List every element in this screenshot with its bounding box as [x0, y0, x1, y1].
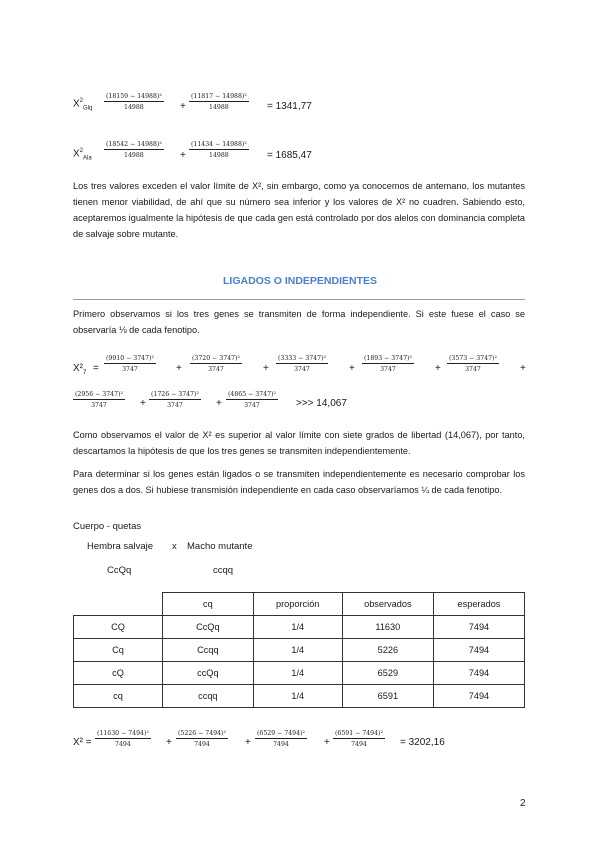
- plus-sign: +: [216, 398, 222, 409]
- table-cell: 11630: [342, 616, 433, 639]
- equation-ala-fraction-1: (18542 − 14988)² 14988: [106, 141, 162, 159]
- table-cell: 7494: [433, 639, 524, 662]
- table-cell: 7494: [433, 616, 524, 639]
- plus-sign: +: [180, 101, 186, 112]
- equation-glq-result: = 1341,77: [267, 101, 312, 112]
- table-cell: CQ: [74, 616, 163, 639]
- table-cell: 7494: [433, 685, 524, 708]
- plus-sign: +: [263, 363, 269, 374]
- table-cell: cQ: [74, 662, 163, 685]
- equation-ala-fraction-2: (11434 − 14988)² 14988: [191, 141, 247, 159]
- equation-big-fraction: (2956 − 3747)² 3747: [75, 391, 123, 409]
- equation-table-result: = 3202,16: [400, 737, 445, 748]
- plus-sign: +: [176, 363, 182, 374]
- equation-ala-label: $X^2_{Ala}$: [73, 148, 92, 162]
- table-header-cell: observados: [342, 593, 433, 616]
- table-cell: 5226: [342, 639, 433, 662]
- equation-table-fraction: (11630 − 7494)² 7494: [97, 730, 149, 748]
- paragraph-reject-independence: Como observamos el valor de X² es superior al valor límite con siete grados de libertad (14,067), por tanto, descartamos la hipótesis de que los tres genes se transmiten independientemente.: [73, 430, 525, 456]
- equation-glq-fraction-1: (18159 − 14988)² 14988: [106, 93, 162, 111]
- equation-table-label: X² =: [73, 737, 92, 748]
- plus-sign: +: [349, 363, 355, 374]
- cross-male: Macho mutante: [187, 541, 253, 552]
- equals-sign: =: [93, 363, 99, 374]
- cross-female: Hembra salvaje: [87, 541, 153, 552]
- table-cell: 1/4: [253, 639, 342, 662]
- plus-sign: +: [324, 737, 330, 748]
- plus-sign: +: [245, 737, 251, 748]
- plus-sign: +: [166, 737, 172, 748]
- paragraph-independence-intro: Primero observamos si los tres genes se transmiten de forma independiente. Si este fuese el caso se observaría ⅛ de cada fenotipo.: [73, 309, 525, 335]
- equation-big-result: >>> 14,067: [296, 398, 347, 409]
- equation-big-fraction: (1893 − 3747)² 3747: [364, 355, 412, 373]
- genotype-male: ccqq: [213, 565, 234, 576]
- table-row: [74, 662, 525, 685]
- equation-big-fraction: (9910 − 3747)² 3747: [106, 355, 154, 373]
- paragraph-two-by-two: Para determinar si los genes están ligados o se transmiten independientemente es necesario comprobar los genes dos a dos. Si hubiese transmisión independiente en cada caso observaríamos ¼ de cada fenotipo.: [73, 469, 525, 495]
- table-cell: ccqq: [163, 685, 254, 708]
- equation-big-fraction: (1726 − 3747)² 3747: [151, 391, 199, 409]
- table-cell: 1/4: [253, 685, 342, 708]
- cross-title: Cuerpo - quetas: [73, 521, 142, 532]
- table-cell: CcQq: [163, 616, 254, 639]
- phenotype-table: [73, 592, 525, 708]
- equation-big-label: $X^2_7$: [73, 363, 87, 376]
- table-header-cell: proporción: [253, 593, 342, 616]
- table-cell: 1/4: [253, 616, 342, 639]
- table-header-cell: cq: [163, 593, 254, 616]
- table-cell: 1/4: [253, 662, 342, 685]
- table-header-row: [74, 593, 525, 616]
- equation-glq-label: $X^2_{Glq}$: [73, 98, 93, 112]
- table-cell: Ccqq: [163, 639, 254, 662]
- cross-symbol: x: [172, 541, 177, 552]
- plus-sign: +: [140, 398, 146, 409]
- equation-table-fraction: (6529 − 7494)² 7494: [257, 730, 305, 748]
- table-cell: ccQq: [163, 662, 254, 685]
- equation-ala-result: = 1685,47: [267, 150, 312, 161]
- equation-big-fraction: (3720 − 3747)² 3747: [192, 355, 240, 373]
- table-cell: Cq: [74, 639, 163, 662]
- table-row: [74, 616, 525, 639]
- equation-table-fraction: (5226 − 7494)² 7494: [178, 730, 226, 748]
- section-heading: LIGADOS O INDEPENDIENTES: [222, 275, 378, 287]
- page-number: 2: [520, 798, 526, 809]
- plus-sign: +: [520, 363, 526, 374]
- section-divider: [73, 299, 525, 300]
- table-cell: 6529: [342, 662, 433, 685]
- equation-big-fraction: (3333 − 3747)² 3747: [278, 355, 326, 373]
- table-row: [74, 685, 525, 708]
- table-header-cell: [74, 593, 163, 616]
- table-header-cell: esperados: [433, 593, 524, 616]
- equation-table-fraction: (6591 − 7494)² 7494: [335, 730, 383, 748]
- table-row: [74, 639, 525, 662]
- table-cell: 7494: [433, 662, 524, 685]
- plus-sign: +: [180, 150, 186, 161]
- genotype-female: CcQq: [107, 565, 132, 576]
- table-cell: 6591: [342, 685, 433, 708]
- equation-big-fraction: (4865 − 3747)² 3747: [228, 391, 276, 409]
- equation-big-fraction: (3573 − 3747)² 3747: [449, 355, 497, 373]
- equation-glq-fraction-2: (11817 − 14988)² 14988: [191, 93, 247, 111]
- table-cell: cq: [74, 685, 163, 708]
- paragraph-conclusion-viability: Los tres valores exceden el valor límite de X², sin embargo, como ya conocemos de antemano, los mutantes tienen menor viabilidad, de ahí que su número sea inferior y los valores de X² no cuadren. Sabiendo esto, aceptaremos igualmente la hipótesis de que cada gen está controlado por dos alelos con dominancia completa de salvaje sobre mutante.: [73, 181, 526, 239]
- plus-sign: +: [435, 363, 441, 374]
